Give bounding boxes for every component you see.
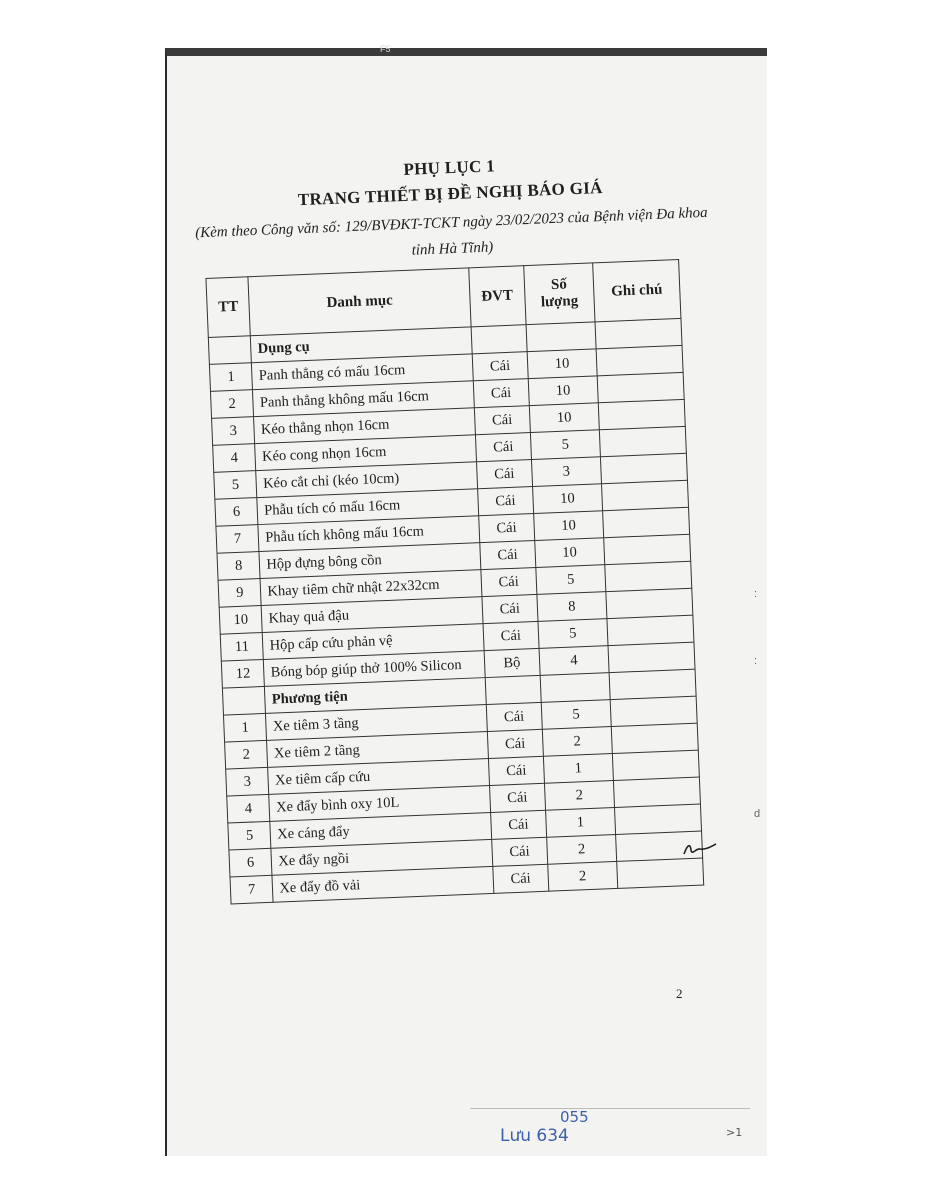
item-quantity: 2 — [547, 861, 617, 891]
group-label-instruments: Dụng cụ — [251, 327, 472, 363]
item-name: Kéo cong nhọn 16cm — [255, 435, 476, 471]
edge-mark: : — [754, 655, 758, 667]
document-subtitle: (Kèm theo Công văn số: 129/BVĐKT-TCKT ngày 23/02/2023 của Bệnh viện Đa khoa tỉnh Hà Tĩnh) — [194, 204, 708, 259]
item-note — [612, 750, 699, 780]
item-quantity: 5 — [530, 430, 600, 460]
column-header-name: Danh mục — [248, 268, 471, 336]
item-note — [599, 426, 686, 456]
item-name: Kéo cắt chỉ (kéo 10cm) — [256, 462, 477, 498]
item-quantity: 4 — [539, 646, 609, 676]
item-note — [617, 858, 704, 888]
row-number: 10 — [219, 606, 262, 635]
row-number: 5 — [228, 821, 271, 850]
row-number: 3 — [212, 417, 255, 446]
row-number: 1 — [209, 363, 252, 392]
row-number: 3 — [226, 767, 269, 796]
item-unit: Cái — [482, 594, 538, 623]
item-unit: Cái — [476, 460, 532, 489]
item-quantity: 2 — [544, 781, 614, 811]
item-note — [600, 453, 687, 483]
item-unit: Cái — [487, 729, 543, 758]
item-name: Hộp cấp cứu phản vệ — [263, 624, 484, 660]
item-name: Panh thẳng không mấu 16cm — [253, 381, 474, 417]
item-quantity: 10 — [528, 376, 598, 406]
item-name: Xe tiêm 3 tầng — [266, 705, 487, 741]
item-note — [606, 588, 693, 618]
column-header-unit: ĐVT — [469, 266, 526, 327]
row-number: 1 — [223, 713, 266, 742]
item-quantity: 1 — [545, 807, 615, 837]
item-note — [608, 642, 695, 672]
row-number: 9 — [218, 579, 261, 608]
item-name: Kéo thẳng nhọn 16cm — [254, 408, 475, 444]
edge-mark: d — [754, 808, 761, 820]
item-quantity: 10 — [527, 349, 597, 379]
handwritten-note-top: 055 — [560, 1108, 589, 1126]
item-note — [598, 399, 685, 429]
item-note — [611, 723, 698, 753]
item-quantity: 2 — [542, 727, 612, 757]
item-name: Phẫu tích có mấu 16cm — [257, 489, 478, 525]
column-header-tt: TT — [206, 277, 251, 338]
row-number: 6 — [215, 498, 258, 527]
row-number: 6 — [229, 848, 272, 877]
title-block — [179, 147, 723, 273]
column-header-note: Ghi chú — [593, 259, 681, 321]
item-unit: Bộ — [484, 648, 540, 677]
item-name: Phẫu tích không mấu 16cm — [258, 516, 479, 552]
item-note — [602, 480, 689, 510]
item-name: Xe đẩy đồ vải — [272, 866, 493, 902]
row-number: 11 — [220, 632, 263, 661]
row-number: 2 — [225, 740, 268, 769]
group-label-vehicles: Phương tiện — [265, 678, 486, 714]
edge-mark: : — [754, 588, 758, 600]
item-unit: Cái — [481, 567, 537, 596]
column-header-qty: Số lượng — [523, 263, 595, 325]
item-unit: Cái — [474, 406, 530, 435]
item-name: Bóng bóp giúp thở 100% Silicon — [264, 651, 485, 687]
item-unit: Cái — [489, 783, 545, 812]
item-name: Khay tiêm chữ nhật 22x32cm — [260, 570, 481, 606]
item-name: Panh thẳng có mấu 16cm — [252, 354, 473, 390]
row-number: 2 — [210, 390, 253, 419]
corner-note: >1 — [726, 1126, 743, 1139]
item-name: Xe tiêm 2 tầng — [267, 732, 488, 768]
item-note — [610, 696, 697, 726]
item-quantity: 10 — [529, 403, 599, 433]
item-quantity: 8 — [537, 592, 607, 622]
document-page — [178, 109, 756, 1090]
item-name: Xe đẩy bình oxy 10L — [269, 786, 490, 822]
row-number: 12 — [221, 659, 264, 688]
item-unit: Cái — [490, 810, 546, 839]
equipment-table — [205, 259, 704, 905]
row-number: 4 — [227, 794, 270, 823]
keyboard-key-label: F5 — [380, 44, 391, 54]
item-unit: Cái — [480, 540, 536, 569]
item-quantity: 1 — [543, 754, 613, 784]
item-note — [607, 615, 694, 645]
item-quantity: 5 — [541, 700, 611, 730]
row-number: 5 — [214, 471, 257, 500]
item-quantity: 10 — [532, 484, 602, 514]
page-number: 2 — [676, 986, 683, 1001]
signature-mark — [682, 838, 718, 858]
row-number: 4 — [213, 444, 256, 473]
item-unit: Cái — [486, 702, 542, 731]
row-number: 8 — [217, 552, 260, 581]
item-unit: Cái — [475, 433, 531, 462]
item-note — [613, 777, 700, 807]
item-note — [615, 804, 702, 834]
item-name: Xe cáng đẩy — [270, 812, 491, 848]
document-title: TRANG THIẾT BỊ ĐỀ NGHỊ BÁO GIÁ — [297, 177, 604, 210]
appendix-title: PHỤ LỤC 1 — [403, 156, 496, 179]
item-quantity: 5 — [538, 619, 608, 649]
row-number: 7 — [230, 875, 273, 904]
item-note — [605, 561, 692, 591]
item-unit: Cái — [472, 352, 528, 381]
item-name: Xe đẩy ngồi — [271, 839, 492, 875]
item-note — [603, 507, 690, 537]
item-quantity: 10 — [534, 538, 604, 568]
item-name: Hộp đựng bông cồn — [259, 543, 480, 579]
item-unit: Cái — [477, 487, 533, 516]
item-unit: Cái — [492, 837, 548, 866]
item-name: Xe tiêm cấp cứu — [268, 759, 489, 795]
item-quantity: 5 — [536, 565, 606, 595]
item-quantity: 10 — [533, 511, 603, 541]
item-unit: Cái — [488, 756, 544, 785]
item-unit: Cái — [473, 379, 529, 408]
item-note — [604, 534, 691, 564]
item-unit: Cái — [483, 621, 539, 650]
item-quantity: 2 — [546, 834, 616, 864]
item-note — [596, 345, 683, 375]
item-note — [597, 372, 684, 402]
item-unit: Cái — [493, 864, 549, 893]
handwritten-note-bottom: Lưu 634 — [500, 1126, 569, 1146]
item-name: Khay quả đậu — [262, 597, 483, 633]
row-number: 7 — [216, 525, 259, 554]
item-quantity: 3 — [531, 457, 601, 487]
item-unit: Cái — [479, 514, 535, 543]
